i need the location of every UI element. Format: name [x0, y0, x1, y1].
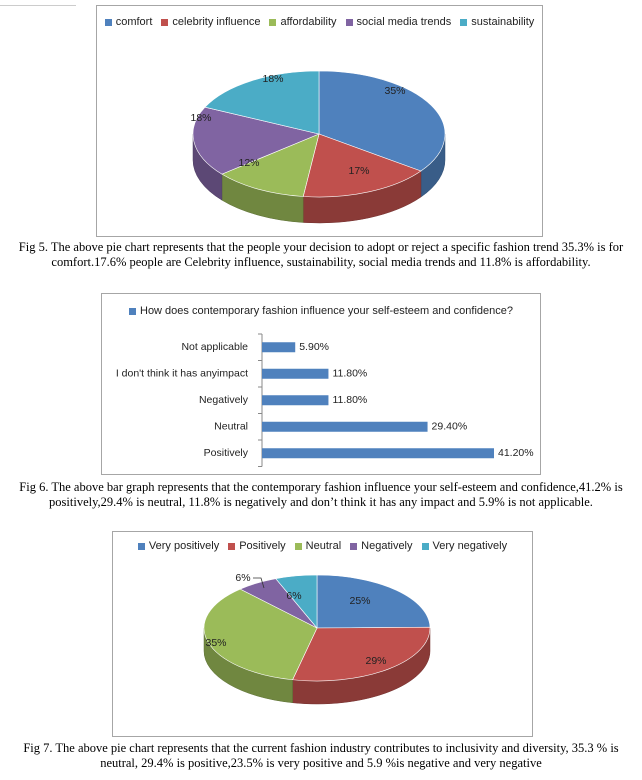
bar-not-applicable	[262, 342, 295, 352]
fig7-pie-chart	[112, 531, 533, 737]
data-label-sustainability: 18%	[262, 72, 284, 85]
data-label-not-applicable: 5.90%	[299, 341, 330, 354]
legend-label: comfort	[115, 16, 153, 28]
data-label-positively: 41.20%	[498, 447, 534, 460]
data-label-very-positively: 25%	[349, 594, 371, 607]
bar-neutral	[262, 422, 428, 432]
tick-label-neutral: Neutral	[214, 420, 248, 433]
bar-positively	[262, 448, 494, 458]
bar-i-don-t-think-it-has-anyimpact	[262, 369, 328, 379]
legend-label: Very negatively	[432, 540, 508, 552]
data-label-negatively: 6%	[235, 571, 251, 584]
data-label-affordability: 12%	[238, 156, 260, 169]
fig5-pie-svg	[97, 6, 542, 236]
legend-label: celebrity influence	[172, 16, 261, 28]
legend-label: Neutral	[305, 540, 342, 552]
fig7-pie-svg	[113, 532, 532, 736]
data-label-positively: 29%	[365, 654, 387, 667]
data-label-celebrity-influence: 17%	[348, 164, 370, 177]
pie-slice-very-positively	[317, 575, 430, 628]
data-label-neutral: 29.40%	[431, 420, 468, 433]
fig5-caption: Fig 5. The above pie chart represents that the people your decision to adopt or reject a specific fashion trend 35.3% is for comfort.17.6% people are Celebrity influence, sustainability, social media trends and 11.8% is affordability.	[18, 240, 624, 269]
legend-label: social media trends	[356, 16, 452, 28]
fig6-bar-chart	[101, 293, 541, 475]
fig7-caption: Fig 7. The above pie chart represents that the current fashion industry contributes to inclusivity and diversity, 35.3 % is neutral, 29.4% is positive,23.5% is very positive and 5.9 %is negative and very negative	[23, 741, 619, 770]
data-label-very-negatively: 6%	[286, 589, 302, 602]
tick-label-negatively: Negatively	[198, 394, 248, 407]
page-edge-line	[0, 5, 76, 6]
legend-label: How does contemporary fashion influence your self-esteem and confidence?	[140, 305, 513, 317]
fig6-bar-svg	[102, 294, 540, 474]
fig6-caption: Fig 6. The above bar graph represents that the contemporary fashion influence your self-esteem and confidence,41.2% is positively,29.4% is neutral, 11.8% is negatively and don’t think it has any impact and 5.9% is not applicable.	[19, 480, 623, 509]
fig5-pie-chart	[96, 5, 543, 237]
tick-label-i-don-t-think-it-has-anyimpact: I don't think it has anyimpact	[115, 367, 248, 380]
data-label-comfort: 35%	[384, 84, 406, 97]
data-label-negatively: 11.80%	[332, 394, 368, 407]
legend-label: Very positively	[148, 540, 220, 552]
tick-label-positively: Positively	[203, 447, 248, 460]
legend-label: affordability	[280, 16, 337, 28]
data-label-neutral: 35%	[205, 636, 227, 649]
data-label-social-media-trends: 18%	[190, 111, 212, 124]
legend-label: sustainability	[471, 16, 535, 28]
tick-label-not-applicable: Not applicable	[181, 341, 248, 354]
legend-label: Negatively	[361, 540, 413, 552]
legend-label: Positively	[239, 540, 286, 552]
data-label-i-don-t-think-it-has-anyimpact: 11.80%	[332, 367, 368, 380]
bar-negatively	[262, 395, 328, 405]
